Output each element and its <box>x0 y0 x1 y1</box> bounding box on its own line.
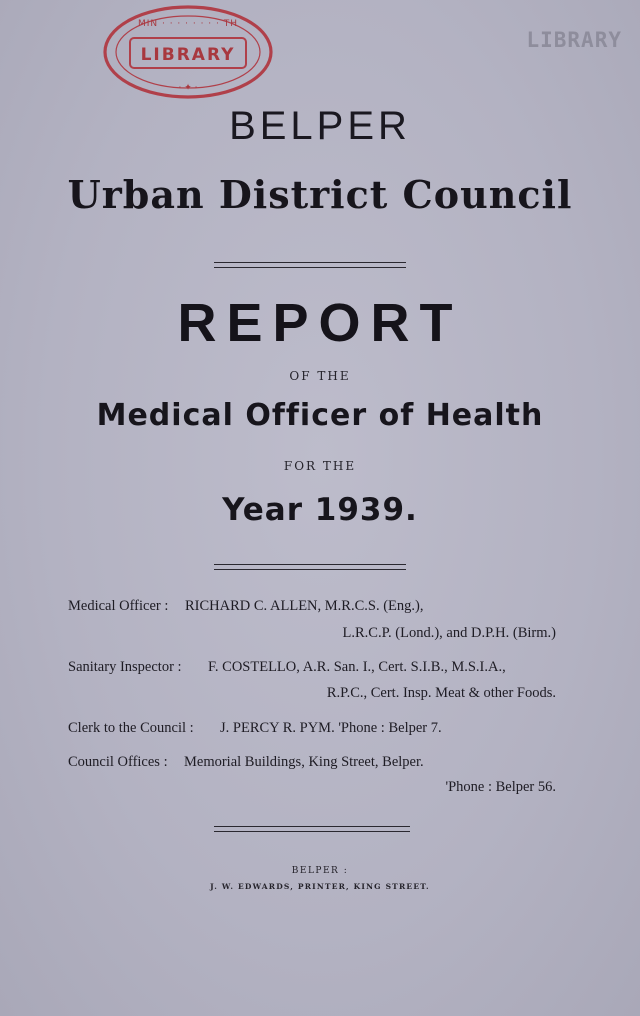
svg-text:· ✦ ·: · ✦ · <box>178 83 198 93</box>
sanitary-inspector-label: Sanitary Inspector : <box>68 659 182 675</box>
of-the-label: OF THE <box>289 369 351 383</box>
report-year: Year 1939. <box>222 492 418 528</box>
title-rule-top <box>214 262 406 268</box>
title-rule-bottom <box>214 564 406 570</box>
imprint-printer: J. W. EDWARDS, PRINTER, KING STREET. <box>210 882 430 891</box>
council-offices-phone: 'Phone : Belper 56. <box>445 779 556 795</box>
report-title: REPORT <box>177 293 463 353</box>
council-offices-label: Council Offices : <box>68 754 168 770</box>
stamp-library-text: LIBRARY <box>140 45 236 65</box>
medical-officer-name: RICHARD C. ALLEN, M.R.C.S. (Eng.), <box>185 598 424 614</box>
medical-officer-qualifications: L.R.C.P. (Lond.), and D.P.H. (Birm.) <box>342 625 556 641</box>
library-corner-label: LIBRARY <box>526 28 622 52</box>
library-stamp <box>102 4 274 100</box>
clerk-details: J. PERCY R. PYM. 'Phone : Belper 7. <box>220 720 442 736</box>
report-subject: Medical Officer of Health <box>96 398 544 433</box>
imprint-rule <box>214 826 410 832</box>
clerk-label: Clerk to the Council : <box>68 720 194 736</box>
sanitary-inspector-name: F. COSTELLO, A.R. San. I., Cert. S.I.B., M.S.I.A., <box>208 659 506 675</box>
council-offices-address: Memorial Buildings, King Street, Belper. <box>184 754 424 770</box>
stamp-ring-text: MIN · · · · · · · · TH <box>137 19 239 29</box>
sanitary-inspector-qualifications: R.P.C., Cert. Insp. Meat & other Foods. <box>326 685 556 701</box>
council-name: Urban District Council <box>67 172 573 217</box>
for-the-label: FOR THE <box>283 459 357 473</box>
imprint-place: BELPER : <box>291 866 349 876</box>
town-name: BELPER <box>229 104 411 148</box>
medical-officer-label: Medical Officer : <box>68 598 169 614</box>
